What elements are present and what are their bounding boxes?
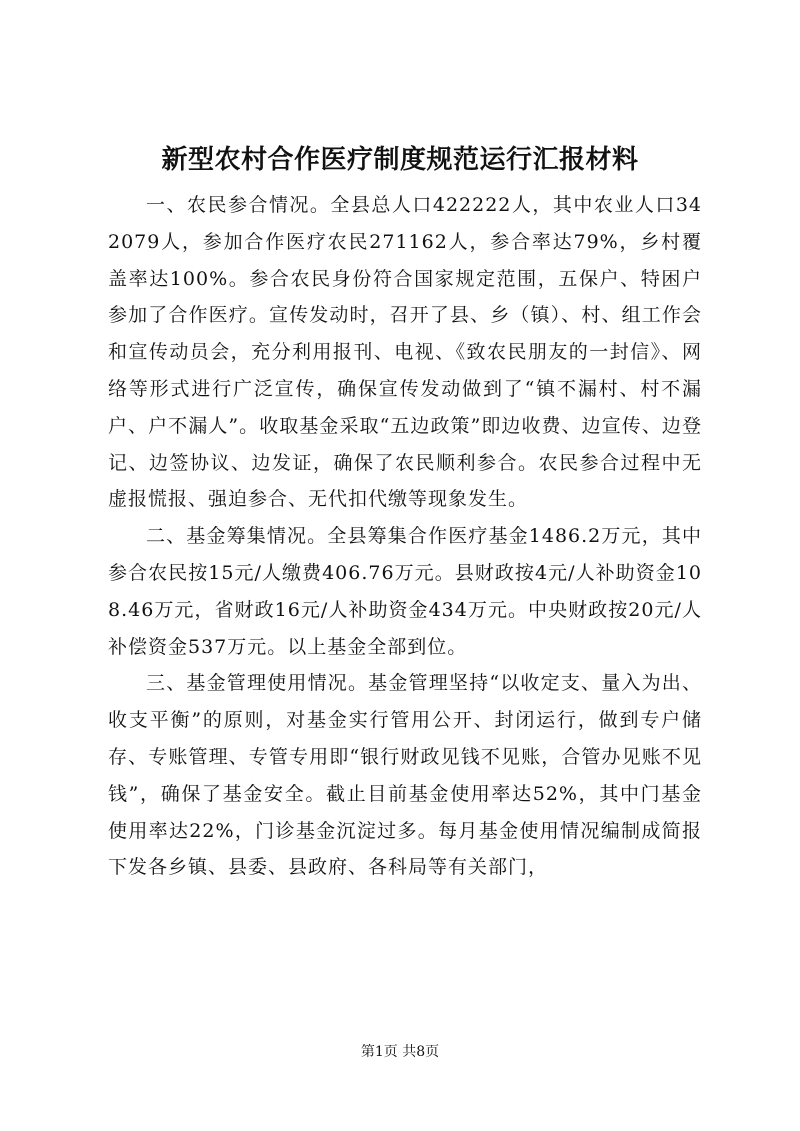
page-footer: 第1页 共8页 (360, 1044, 440, 1060)
document-title: 新型农村合作医疗制度规范运行汇报材料 (161, 145, 639, 175)
paragraph-fund-raising: 二、基金筹集情况。全县筹集合作医疗基金1486.2万元，其中参合农民按15元/人缴费406.76万元。县财政按4元/人补助资金108.46万元，省财政16元/人补助资金434万元。中央财政按20元/人补偿资金537万元。以上基金全部到位。 (108, 525, 702, 658)
document-body (108, 187, 702, 886)
paragraph-farmer-participation: 一、农民参合情况。全县总人口422222人，其中农业人口342079人，参加合作医疗农民271162人，参合率达79%，乡村覆盖率达100%。参合农民身份符合国家规定范围，五保户、特困户参加了合作医疗。宣传发动时，召开了县、乡（镇）、村、组工作会和宣传动员会，充分利用报刊、电视、《致农民朋友的一封信》、网络等形式进行广泛宣传，确保宣传发动做到了“镇不漏村、村不漏户、户不漏人”。收取基金采取“五边政策”即边收费、边宣传、边登记、边签协议、边发证，确保了农民顺利参合。农民参合过程中无虚报慌报、强迫参合、无代扣代缴等现象发生。 (108, 194, 702, 511)
paragraph-fund-management: 三、基金管理使用情况。基金管理坚持“以收定支、量入为出、收支平衡”的原则，对基金实行管用公开、封闭运行，做到专户储存、专账管理、专管专用即“银行财政见钱不见账，合管办见账不见钱”，确保了基金安全。截止目前基金使用率达52%，其中门基金使用率达22%，门诊基金沉淀过多。每月基金使用情况编制成简报下发各乡镇、县委、县政府、各科局等有关部门， (108, 672, 702, 879)
